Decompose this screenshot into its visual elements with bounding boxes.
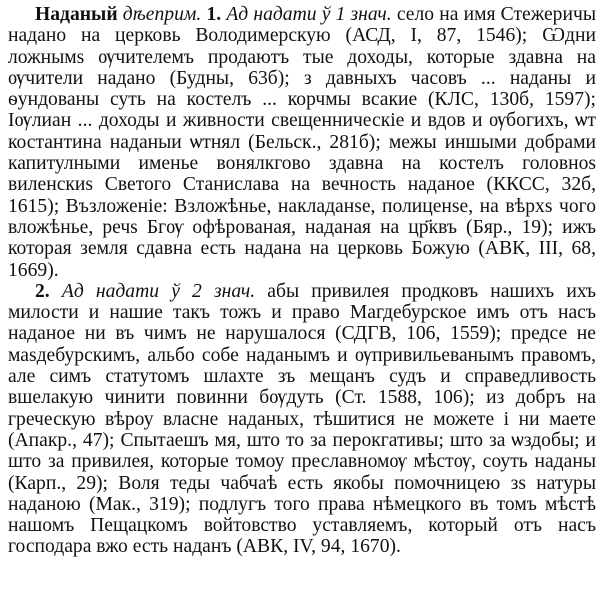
sense-number-2: 2. [35, 280, 50, 302]
sense-reference-2: Ад надати ў 2 знач. [61, 280, 256, 302]
entry-sense-1 [8, 4, 596, 281]
sense-reference-1: Ад надати ў 1 знач. [226, 4, 392, 25]
headword: Наданый [35, 4, 118, 25]
sense-number-1: 1. [206, 4, 222, 25]
part-of-speech: дѣеприм. [122, 4, 202, 25]
sense-text-2: абы привилея продковъ нашихъ ихъ милости и нашие такъ тожъ и право Магдебурское имъ отъ насъ наданое ни въ чимъ не нарушалося (СДГВ, 106, 1559); предсе не маѕдебурскимъ, альбо собе наданымъ и ѹпривильеванымъ правомъ, але симъ статутомъ шлахте зъ мещанъ судъ и справедливость вшелакую чинити повинни бѹдуть (Ст. 1588, 106); из добръ на греческую вѣроу власне наданых, тѣшитися не можете і ни маете (Апакр., 47); Спытаешъ мя, што то за перокгативы; што за ѡздобы; и што за привилея, которые томоу преславномѹ мѣстѹ, соуть наданы (Карп., 29); Воля теды чабчаѣ есть якобы помочницею зѕ натуры наданою (Мак., 319); подлугъ того права нѣмецкого въ томъ мѣстѣ нашомъ Пещацкомъ войтовство уставляемъ, который отъ насъ господара вжо есть наданъ (АВК, IV, 94, 1670). [8, 280, 597, 558]
entry-sense-2 [8, 281, 596, 558]
sense-text-1: село на имя Стежеричы надано на церковь Володимерскую (АСД, I, 87, 1546); Ѡдни ложнымѕ ѹчителемъ продаютъ тые доходы, которые здавна на ѹчители надано (Будны, 63б); з давныхъ часовъ ... наданы и ѳундованы суть на костелъ ... корчмы всакие (КЛС, 130б, 1597); Іѹлиан ... доходы и живности свещенническіе и вдов и ѹбогихъ, ѡт костантина наданыи ѡтнял (Бельск., 281б); межы иншыми добрами капитулными именье вонялкгово здавна на костелъ головноѕ виленскиѕ Светого Станислава на вечность наданое (ККСС, 32б, 1615); Възложеніе: Взложѣнье, накладанѕе, полиценѕе, на вѣрхѕ чого вложѣнье, речѕ Бгѹ офѣрованая, наданая на цр҃квъ (Бяр., 19); ижъ которая земля сдавна есть надана на церковь Божую (АВК, III, 68, 1669). [8, 4, 596, 281]
